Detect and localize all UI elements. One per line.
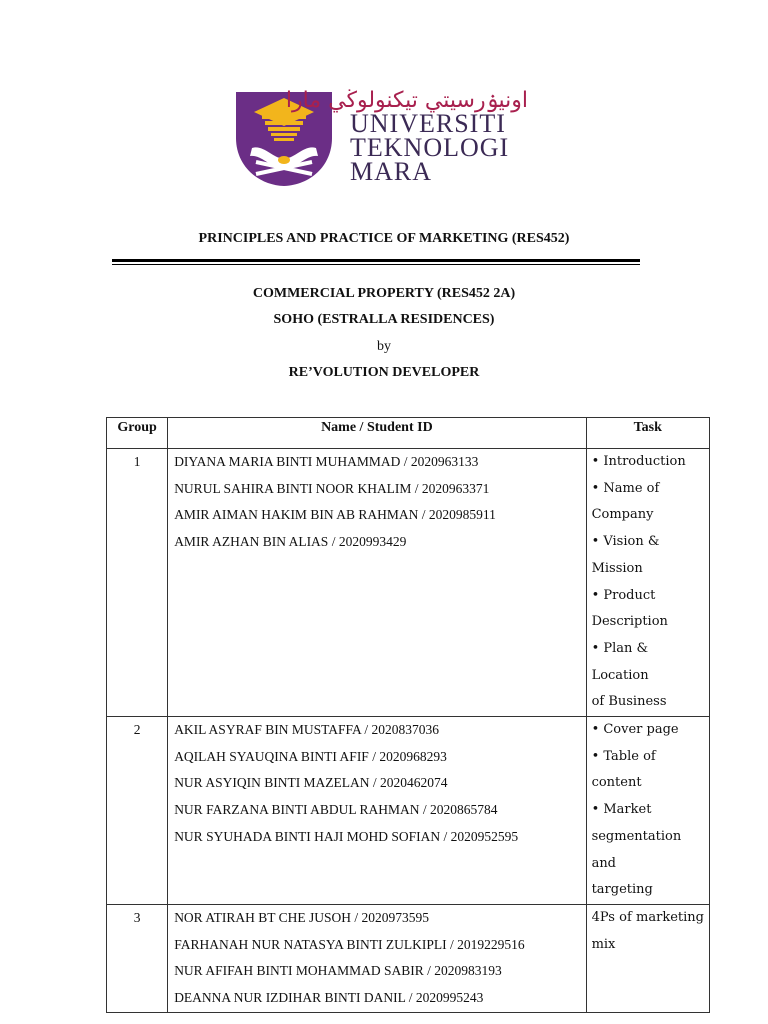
title-divider-thick — [112, 259, 640, 262]
task-line: targeting — [591, 882, 653, 898]
member-entry: DEANNA NUR IZDIHAR BINTI DANIL / 2020995243 — [174, 990, 484, 1006]
task-list — [586, 904, 709, 1012]
member-entry: NUR SYUHADA BINTI HAJI MOHD SOFIAN / 2020952595 — [174, 828, 519, 844]
task-list — [586, 717, 709, 905]
member-entry: NUR FARZANA BINTI ABDUL RAHMAN / 2020865784 — [174, 802, 498, 818]
university-logo — [234, 90, 534, 188]
member-entry: AQILAH SYAUQINA BINTI AFIF / 2020968293 — [174, 748, 447, 764]
university-name — [350, 109, 510, 186]
task-line: 4Ps of marketing — [591, 909, 704, 925]
project-subtitle: COMMERCIAL PROPERTY (RES452 2A) — [252, 286, 516, 301]
task-line: • Plan & Location — [591, 640, 649, 683]
university-name-line-2: TEKNOLOGI — [350, 133, 510, 162]
task-line: mix — [591, 936, 616, 952]
table-row — [107, 717, 710, 905]
university-name-line-1: UNIVERSITI — [350, 109, 506, 138]
task-line: Mission — [591, 560, 643, 576]
university-name-line-3: MARA — [350, 157, 433, 186]
task-line: • Table of content — [591, 748, 656, 791]
task-line: Description — [591, 614, 668, 630]
header-name: Name / Student ID — [168, 418, 586, 449]
title-divider-thin — [112, 264, 640, 265]
table-row — [107, 904, 710, 1012]
member-list — [168, 904, 586, 1012]
task-list — [586, 449, 709, 717]
member-entry: AMIR AZHAN BIN ALIAS / 2020993429 — [174, 534, 407, 550]
group-number: 2 — [107, 717, 168, 905]
table-row — [107, 449, 710, 717]
member-list — [168, 717, 586, 905]
member-entry: NUR AFIFAH BINTI MOHAMMAD SABIR / 2020983193 — [174, 963, 502, 979]
task-line: • Market — [591, 802, 652, 818]
member-entry: DIYANA MARIA BINTI MUHAMMAD / 2020963133 — [174, 454, 479, 469]
developer-name: RE’VOLUTION DEVELOPER — [288, 365, 480, 380]
task-line: • Name of — [591, 480, 660, 496]
task-line: • Vision & — [591, 534, 660, 550]
group-table — [106, 417, 710, 1013]
header-group: Group — [107, 418, 168, 449]
task-line: • Introduction — [591, 454, 686, 469]
member-entry: FARHANAH NUR NATASYA BINTI ZULKIPLI / 2019229516 — [174, 936, 525, 952]
jawi-university-name: اونيۏرسيتي تيكنولوڬي مارا — [285, 88, 528, 113]
task-line: of Business — [591, 694, 667, 710]
task-line: Company — [591, 507, 654, 523]
task-line: segmentation and — [591, 828, 682, 871]
member-entry: NOR ATIRAH BT CHE JUSOH / 2020973595 — [174, 909, 429, 925]
member-list — [168, 449, 586, 717]
task-line: • Product — [591, 587, 656, 603]
member-entry: AKIL ASYRAF BIN MUSTAFFA / 2020837036 — [174, 722, 440, 738]
task-line: • Cover page — [591, 722, 679, 738]
course-title: PRINCIPLES AND PRACTICE OF MARKETING (RES452) — [198, 231, 570, 246]
member-entry: AMIR AIMAN HAKIM BIN AB RAHMAN / 2020985911 — [174, 507, 496, 523]
header-task: Task — [586, 418, 709, 449]
by-label: by — [377, 339, 391, 354]
group-number: 3 — [107, 904, 168, 1012]
member-entry: NUR ASYIQIN BINTI MAZELAN / 2020462074 — [174, 775, 448, 791]
table-header-row — [107, 418, 710, 449]
project-name: SOHO (ESTRALLA RESIDENCES) — [273, 312, 495, 327]
group-number: 1 — [107, 449, 168, 717]
member-entry: NURUL SAHIRA BINTI NOOR KHALIM / 2020963371 — [174, 480, 490, 496]
